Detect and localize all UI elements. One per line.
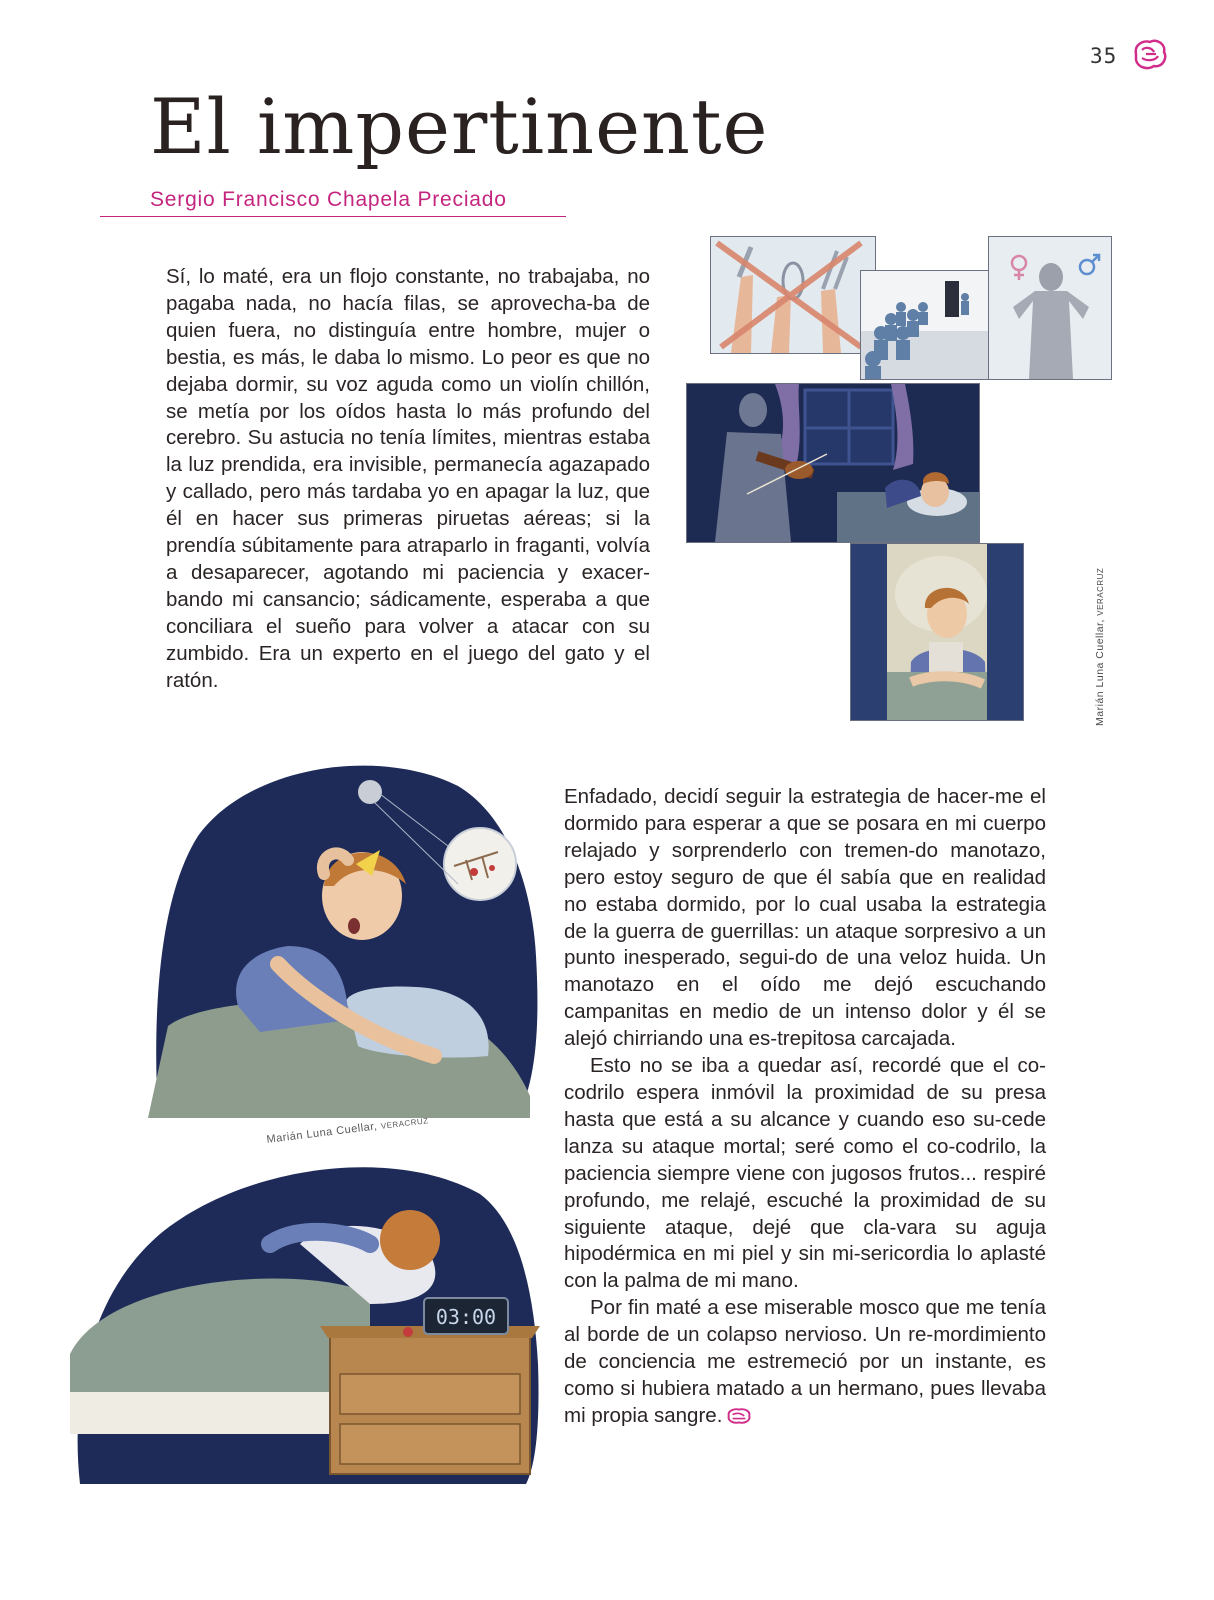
author-underline (100, 216, 566, 217)
panel-awake-in-bed (850, 543, 1024, 721)
illustration-credit-top: Marián Luna Cuellar, VERACRUZ (1094, 567, 1106, 726)
story-title: El impertinente (150, 82, 769, 171)
end-mark-icon (726, 1407, 752, 1425)
panel-violin-night (686, 383, 980, 543)
paragraph-3: Esto no se iba a quedar así, recordé que el co-codrilo espera inmóvil la proximidad de su presa hasta que está a su alcance y cuando eso su-cede lanza su ataque mortal; seré como el co-codrilo, la paciencia siempre viene con jugosos frutos... respiré profundo, me relajé, escuché la proximidad de su siguiente ataque, dejé que cla-vara su aguja hipodérmica en mi piel y sin mi-sericordia lo aplasté con la palma de mi mano. (564, 1054, 1046, 1293)
paragraph-4 (564, 1295, 1046, 1430)
illustration-headache (148, 756, 538, 1118)
paragraph-2: Enfadado, decidí seguir la estrategia de hacer-me el dormido para esperar a que se posara en mi cuerpo relajado y sorprenderlo con tremen-do manotazo, pero estoy seguro de que él sabía que en realidad no estaba dormido, por lo cual usaba la estrategia de la guerra de guerrillas: un ataque sorpresivo a un punto inesperado, segui-do de una veloz huida. Un manotazo en el oído me dejó escuchando campanitas en medio de un intenso dolor y él se alejó chirriando una es-trepitosa carcajada. (564, 785, 1046, 1051)
illustration-sleeping-clock (70, 1154, 544, 1484)
panel-crossed-tools (710, 236, 876, 354)
panel-queue (860, 270, 1008, 380)
clock-display: 03:00 (435, 1305, 497, 1329)
text-column-right (564, 784, 1046, 1430)
story-author: Sergio Francisco Chapela Preciado (150, 188, 507, 211)
paragraph-4-text: Por fin maté a ese miserable mosco que me tenía al borde de un colapso nervioso. Un re-mordimiento de conciencia me estremeció por un instante, es como si hubiera matado a un hermano, pues llevaba mi propia sangre. (564, 1296, 1046, 1427)
page-ornament-icon (1130, 36, 1170, 72)
page-number: 35 (1090, 44, 1118, 68)
panel-gender-symbols (988, 236, 1112, 380)
illustration-credit-middle: Marián Luna Cuellar, VERACRUZ (265, 1116, 430, 1146)
paragraph-1: Sí, lo maté, era un flojo constante, no trabajaba, no pagaba nada, no hacía filas, se aprovecha-ba de quien fuera, no distinguía entre hombre, mujer o bestia, es más, le daba lo mismo. Lo peor es que no dejaba dormir, su voz aguda como un violín chillón, se metía por los oídos hasta lo más profundo del cerebro. Su astucia no tenía límites, mientras estaba la luz prendida, era invisible, permanecía agazapado y callado, pero más tardaba yo en apagar la luz, que él en hacer sus primeras piruetas aéreas; si la prendía súbitamente para atraparlo in fraganti, volvía a desaparecer, agotando mi paciencia y exacer-bando mi cansancio; sádicamente, esperaba a que conciliara el sueño para volver a atacar con su zumbido. Era un experto en el juego del gato y el ratón. (166, 265, 650, 692)
